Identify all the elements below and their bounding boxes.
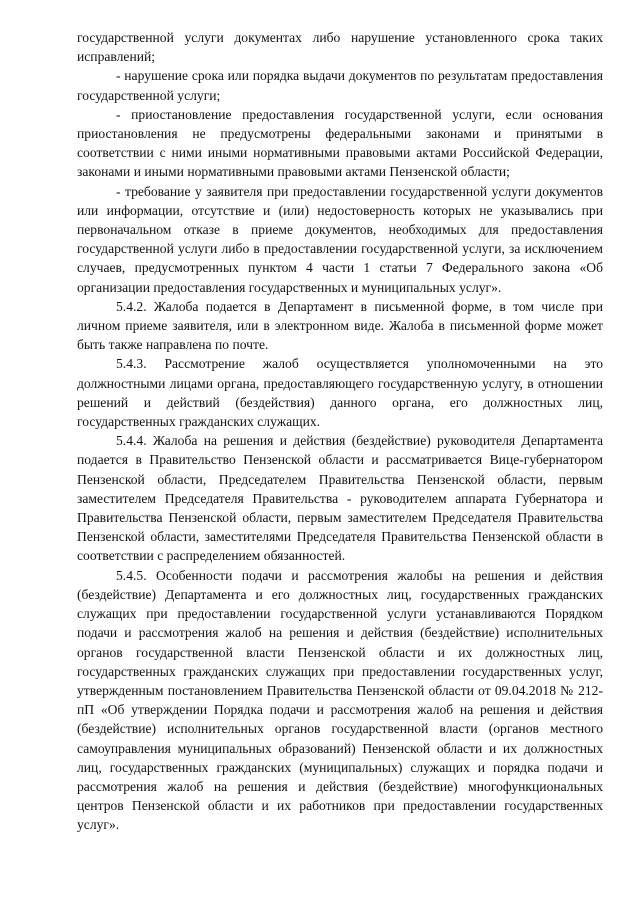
paragraph-bullet-documents-requirement: - требование у заявителя при предоставлении государственной услуги документов или информации, отсутствие и (или) недостоверность которых не указывались при первоначальном отказе в приеме документов, необходимых для предоставления государственной услуги либо в предоставлении государственной услуги, за исключением случаев, предусмотренных пунктом 4 части 1 статьи 7 Федерального закона «Об организации предоставления государственных и муниципальных услуг». [77,183,603,295]
paragraph-5-4-4: 5.4.4. Жалоба на решения и действия (бездействие) руководителя Департамента подается в Правительство Пензенской области и рассматривается Вице-губернатором Пензенской области, Председателем Правительства Пензенской области, первым заместителем Председателя Правительства - руководителем аппарата Губернатора и Правительства Пензенской области, первым заместителем Председателя Правительства Пензенской области, заместителями Председателя Правительства Пензенской области в соответствии с распределением обязанностей. [77,433,603,564]
paragraph-continuation: государственной услуги документах либо нарушение установленного срока таких исправлений; [77,30,603,65]
document-page [77,28,603,835]
paragraph-5-4-3: 5.4.3. Рассмотрение жалоб осуществляется уполномоченными на это должностными лицами органа, предоставляющего государственную услугу, в отношении решений и действий (бездействия) данного органа, его должностных лиц, государственных гражданских служащих. [77,356,603,430]
paragraph-bullet-suspension: - приостановление предоставления государственной услуги, если основания приостановления не предусмотрены федеральными законами и принятыми в соответствии с ними иными нормативными правовыми актами Российской Федерации, законами и иными нормативными правовыми актами Пензенской области; [77,106,603,180]
paragraph-5-4-5: 5.4.5. Особенности подачи и рассмотрения жалобы на решения и действия (бездействие) Департамента и его должностных лиц, государственных гражданских служащих при предоставлении государственной услуги устанавливаются Порядком подачи и рассмотрения жалоб на решения и действия (бездействие) исполнительных органов государственной власти Пензенской области и их должностных лиц, государственных гражданских служащих при предоставлении государственных услуг, утвержденным постановлением Правительства Пензенской области от 09.04.2018 № 212-пП «Об утверждении Порядка подачи и рассмотрения жалоб на решения и действия (бездействие) исполнительных органов государственной власти (органов местного самоуправления муниципальных образований) Пензенской области и их должностных лиц, государственных гражданских (муниципальных) служащих и порядка подачи и рассмотрения жалоб на решения и действия (бездействие) многофункциональных центров Пензенской области и их работников при предоставлении государственных услуг». [77,567,603,833]
paragraph-5-4-2: 5.4.2. Жалоба подается в Департамент в письменной форме, в том числе при личном приеме заявителя, или в электронном виде. Жалоба в письменной форме может быть также направлена по почте. [77,298,603,353]
paragraph-bullet-deadline-violation: - нарушение срока или порядка выдачи документов по результатам предоставления государственной услуги; [77,68,603,103]
